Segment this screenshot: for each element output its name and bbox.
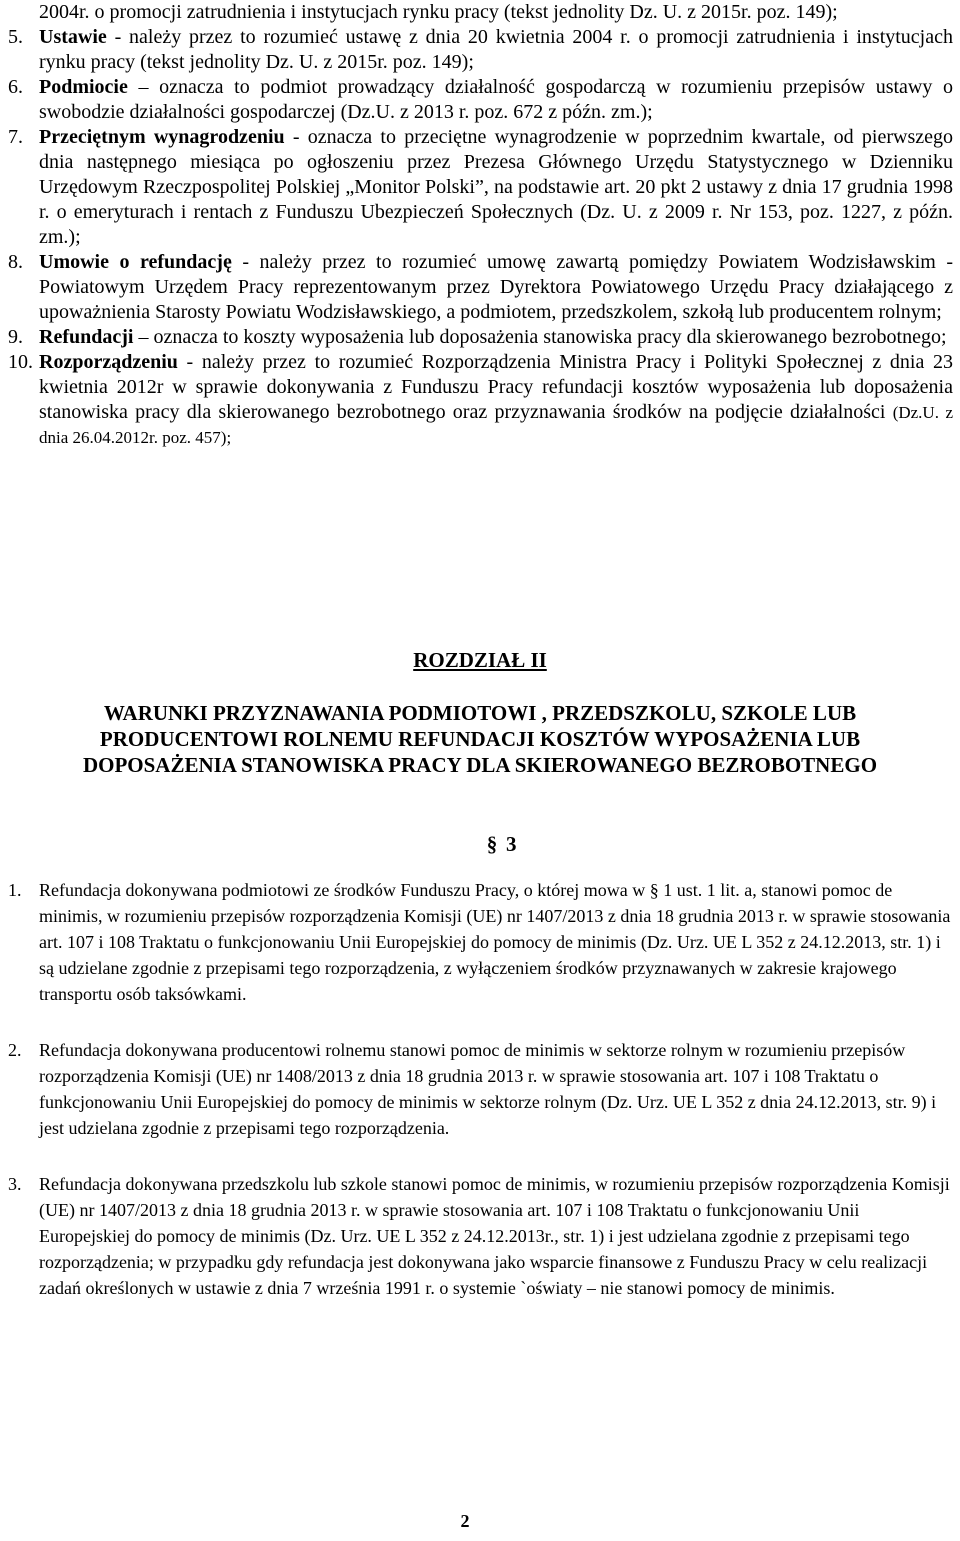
paragraph-heading <box>482 832 517 857</box>
definitions-list <box>8 0 953 450</box>
definition-text: - należy przez to rozumieć umowę zawartą pomiędzy Powiatem Wodzisławskim - Powiatowym Urzędem Pracy reprezentowanym przez Dyrektora Powiatowego Urzędu Pracy działającego z upoważnienia Starosty Powiatu Wodzisławskiego, a podmiotem, przedszkolem, szkołą lub producentem rolnym; <box>39 251 953 323</box>
definition-text: – oznacza to podmiot prowadzący działalność gospodarczą w rozumieniu przepisów ustawy o swobodzie działalności gospodarczej (Dz.U. z 2013 r. poz. 672 z późn. zm.); <box>39 76 953 123</box>
item-number: 8. <box>8 251 23 273</box>
definition-continuation <box>8 0 953 25</box>
definition-text: - oznacza to przeciętne wynagrodzenie w poprzednim kwartale, od pierwszego dnia następnego miesiąca po ogłoszeniu przez Prezesa Głównego Urzędu Statystycznego w Dzienniku Urzędowym Rzeczpospolitej Polskiej „Monitor Polski”, na podstawie art. 20 pkt 2 ustawy z dnia 17 grudnia 1998 r. o emeryturach i rentach z Funduszu Ubezpieczeń Społecznych (Dz. U. z 2009 r. Nr 153, poz. 1227, z późn. zm.); <box>39 126 953 248</box>
item-number: 9. <box>8 326 23 348</box>
section-item <box>8 877 953 1007</box>
section-text: Refundacja dokonywana producentowi rolnemu stanowi pomoc de minimis w sektorze rolnym w rozumieniu przepisów rozporządzenia Komisji (UE) nr 1408/2013 z dnia 18 grudnia 2013 r. w sprawie stosowania art. 107 i 108 Traktatu o funkcjonowaniu Unii Europejskiej do pomocy de minimis w sektorze rolnym (Dz. Urz. UE L 352 z dnia 24.12.2013, str. 9) i jest udzielana zgodnie z przepisami tego rozporządzenia. <box>39 1040 937 1138</box>
chapter-heading-line: DOPOSAŻENIA STANOWISKA PRACY DLA SKIEROWANEGO BEZROBOTNEGO <box>82 753 878 777</box>
chapter-heading-line: PRODUCENTOWI ROLNEMU REFUNDACJI KOSZTÓW WYPOSAŻENIA LUB <box>99 727 861 751</box>
item-number: 6. <box>8 76 23 98</box>
section-item <box>8 1171 953 1301</box>
chapter-heading <box>0 700 960 778</box>
definition-text: - należy przez to rozumieć ustawę z dnia 20 kwietnia 2004 r. o promocji zatrudnienia i instytucjach rynku pracy (tekst jednolity Dz. U. z 2015r. poz. 149); <box>39 26 953 73</box>
sections-list <box>8 877 953 1301</box>
definition-item <box>8 25 953 75</box>
section-text: Refundacja dokonywana podmiotowi ze środków Funduszu Pracy, o której mowa w § 1 ust. 1 lit. a, stanowi pomoc de minimis, w rozumieniu przepisów rozporządzenia Komisji (UE) nr 1407/2013 z dnia 18 grudnia 2013 r. w sprawie stosowania art. 107 i 108 Traktatu o funkcjonowaniu Unii Europejskiej do pomocy de minimis (Dz. Urz. UE L 352 z 24.12.2013, str. 1) i są udzielane zgodnie z przepisami tego rozporządzenia, z wyłączeniem środków przyznawanych w zakresie krajowego transportu osób taksówkami. <box>39 880 951 1004</box>
definition-item <box>8 125 953 250</box>
item-number: 2. <box>8 1040 22 1060</box>
definition-citation: (Dz.U. z dnia 26.04.2012r. poz. 457); <box>39 403 953 447</box>
definition-term: Rozporządzeniu <box>39 351 178 373</box>
definition-item <box>8 325 953 350</box>
definition-item <box>8 250 953 325</box>
section-text: Refundacja dokonywana przedszkolu lub szkole stanowi pomoc de minimis, w rozumieniu przepisów rozporządzenia Komisji (UE) nr 1407/2013 z dnia 18 grudnia 2013 r. w sprawie stosowania art. 107 i 108 Traktatu o funkcjonowaniu Unii Europejskiej do pomocy de minimis (Dz. Urz. UE L 352 z 24.12.2013r., str. 1) i jest udzielana zgodnie z przepisami tego rozporządzenia; w przypadku gdy refundacja jest dokonywana jako wsparcie finansowe z Funduszu Pracy w celu realizacji zadań określonych w ustawie z dnia 7 września 1991 r. o systemie `oświaty – nie stanowi pomocy de minimis. <box>39 1174 950 1298</box>
chapter-title: ROZDZIAŁ II <box>413 648 547 672</box>
item-number: 10. <box>8 351 33 373</box>
definition-term: Podmiocie <box>39 76 128 98</box>
item-number: 1. <box>8 880 22 900</box>
item-number: 5. <box>8 26 23 48</box>
definition-text: – oznacza to koszty wyposażenia lub doposażenia stanowiska pracy dla skierowanego bezrobotnego; <box>133 326 947 348</box>
definition-term: Umowie o refundację <box>39 251 232 273</box>
section-item <box>8 1037 953 1141</box>
definition-text: 2004r. o promocji zatrudnienia i instytucjach rynku pracy (tekst jednolity Dz. U. z 2015r. poz. 149); <box>39 1 838 23</box>
paragraph-sign: § <box>486 832 498 856</box>
definition-term: Refundacji <box>39 326 134 348</box>
definition-term: Przeciętnym wynagrodzeniu <box>39 126 285 148</box>
chapter-heading-line: WARUNKI PRZYZNAWANIA PODMIOTOWI , PRZEDSZKOLU, SZKOLE LUB <box>103 701 857 725</box>
item-number: 7. <box>8 126 23 148</box>
definition-term: Ustawie <box>39 26 107 48</box>
page-number: 2 <box>460 1511 470 1531</box>
item-number: 3. <box>8 1174 22 1194</box>
definition-text: - należy przez to rozumieć Rozporządzenia Ministra Pracy i Polityki Społecznej z dnia 23 kwietnia 2012r w sprawie dokonywania z Funduszu Pracy refundacji kosztów wyposażenia lub doposażenia stanowiska pracy dla skierowanego bezrobotnego oraz przyznawania środków na podjęcie działalności <box>39 351 953 423</box>
definition-item <box>8 350 953 450</box>
definition-item <box>8 75 953 125</box>
paragraph-number: 3 <box>506 832 517 856</box>
